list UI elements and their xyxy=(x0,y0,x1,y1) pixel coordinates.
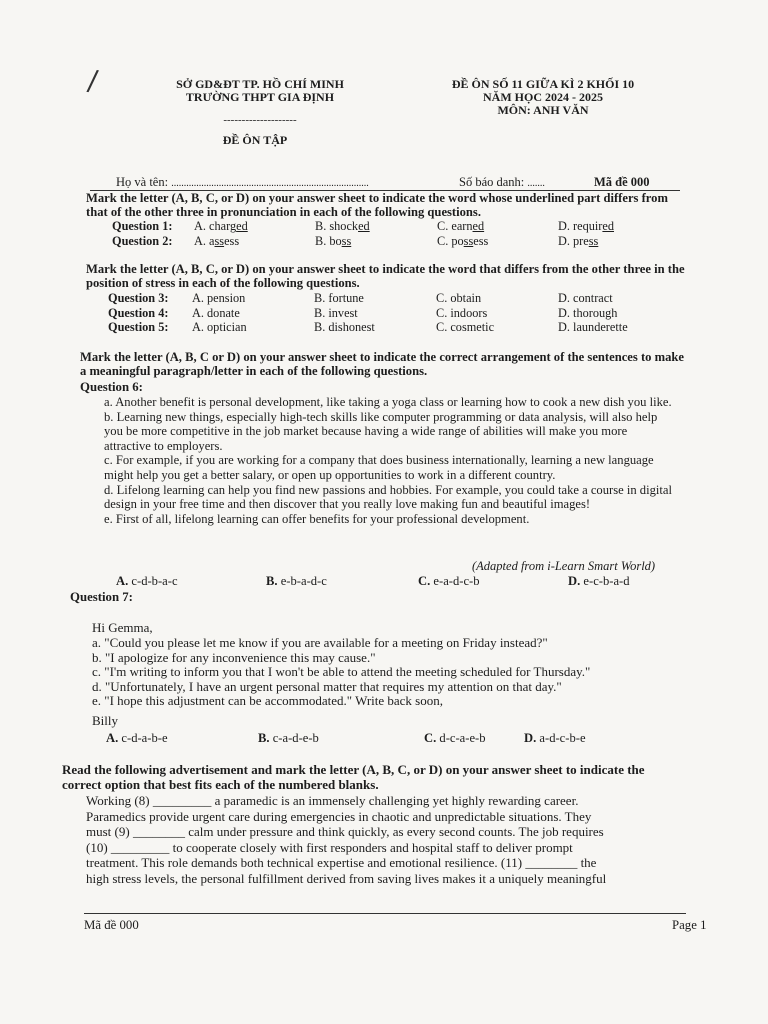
option-letter: B. xyxy=(258,731,273,745)
option-word-start: requir xyxy=(573,219,603,233)
option-letter: C. xyxy=(437,234,452,248)
section2-instruction: Mark the letter (A, B, C, or D) on your answer sheet to indicate the word that differs from the other three in the position of stress in each of the following questions. xyxy=(86,262,685,290)
name-dots: ............................................................................... xyxy=(171,178,369,189)
answer-option xyxy=(524,731,586,746)
question-6-source: (Adapted from i-Learn Smart World) xyxy=(472,559,656,573)
underlined-part: ed xyxy=(236,219,248,233)
exam-code: Mã đề 000 xyxy=(594,175,650,189)
answer-option xyxy=(315,219,370,233)
underlined-part: ed xyxy=(472,219,485,233)
candidate-number-field xyxy=(459,175,545,191)
letter-sentence: d. "Unfortunately, I have an urgent personal matter that requires my attention on that day." xyxy=(92,678,562,694)
passage-line: Working (8) _________ a paramedic is an immensely challenging yet highly rewarding career. xyxy=(86,793,579,808)
answer-option xyxy=(106,731,168,746)
answer-option: C. obtain xyxy=(436,291,482,305)
question-6-options xyxy=(0,574,768,590)
option-order: c-d-a-b-e xyxy=(121,731,168,745)
passage-line: Paramedics provide urgent care during emergencies in chaotic and unpredictable situations. They xyxy=(86,808,592,824)
arrangement-sentence: c. For example, if you are working for a company that does business internationally, learning a new language might help you get a better salary, or open up opportunities to work in a different country. xyxy=(104,453,654,482)
school-year: NĂM HỌC 2024 - 2025 xyxy=(483,90,603,104)
option-letter: D. xyxy=(524,731,540,745)
answer-option: D. launderette xyxy=(558,320,628,334)
answer-option: C. indoors xyxy=(436,305,488,320)
option-letter: A. xyxy=(106,731,122,745)
option-word-start: po xyxy=(451,234,464,248)
option-letter: B. xyxy=(315,219,330,233)
passage-line: (10) _________ to cooperate closely with first responders and hospital staff to deliver prompt xyxy=(86,839,573,855)
candidate-number-label: Số báo danh: xyxy=(459,175,525,189)
question-row xyxy=(0,219,768,234)
option-word-start: pre xyxy=(573,234,589,248)
question-7-label: Question 7: xyxy=(70,590,133,604)
option-order: e-a-d-c-b xyxy=(433,574,480,588)
question-7-options xyxy=(0,731,768,747)
letter-greeting: Hi Gemma, xyxy=(92,620,153,635)
underlined-part: ss xyxy=(588,234,599,248)
answer-option: C. cosmetic xyxy=(436,320,495,334)
answer-option xyxy=(116,574,178,589)
option-word-start: bo xyxy=(329,234,342,248)
option-letter: B. xyxy=(315,234,330,248)
arrangement-sentence: a. Another benefit is personal development, like taking a yoga class or learning how to cook a new dish you like. xyxy=(104,395,672,409)
school-name: TRƯỜNG THPT GIA ĐỊNH xyxy=(185,90,335,104)
arrangement-sentence: d. Lifelong learning can help you find new passions and hobbies. For example, you could take a course in digital design in your free time and then discover that you really love making fun and beautiful images! xyxy=(104,482,672,512)
answer-option xyxy=(424,731,486,746)
footer-rule xyxy=(84,913,686,914)
header-dashes: -------------------- xyxy=(223,114,297,126)
arrangement-sentence: e. First of all, lifelong learning can offer benefits for your professional development. xyxy=(104,511,530,526)
option-order: c-a-d-e-b xyxy=(272,731,319,745)
handwritten-mark: / xyxy=(85,63,100,98)
option-order: c-d-b-a-c xyxy=(131,574,178,588)
name-field xyxy=(116,175,369,191)
question-label: Question 3: xyxy=(108,291,169,305)
option-letter: C. xyxy=(418,574,434,588)
passage-line: treatment. This role demands both technical expertise and emotional resilience. (11) ________ the xyxy=(86,855,597,870)
option-word-start: earn xyxy=(451,219,473,233)
question-label: Question 1: xyxy=(112,219,173,233)
answer-option xyxy=(558,219,614,233)
option-word-end: ess xyxy=(473,234,489,248)
question-row xyxy=(0,234,768,249)
page-number: Page 1 xyxy=(672,918,707,932)
answer-option xyxy=(266,574,327,589)
letter-sentence: e. "I hope this adjustment can be accommodated." Write back soon, xyxy=(92,693,443,709)
question-row xyxy=(0,320,768,335)
answer-option: A. optician xyxy=(192,320,247,334)
option-order: e-c-b-a-d xyxy=(583,574,630,588)
option-letter: D. xyxy=(558,219,574,233)
answer-option: D. contract xyxy=(558,291,613,305)
letter-signoff: Billy xyxy=(92,713,119,728)
option-word-start: charg xyxy=(209,219,237,233)
candidate-number-dots: ....... xyxy=(527,178,545,189)
answer-option: B. invest xyxy=(314,305,358,320)
option-letter: A. xyxy=(194,219,210,233)
option-letter: A. xyxy=(194,234,210,248)
option-word-start: a xyxy=(209,234,215,248)
passage-line: must (9) ________ calm under pressure and think quickly, as every second counts. The job requires xyxy=(86,824,604,839)
answer-option xyxy=(194,234,239,248)
question-label: Question 2: xyxy=(112,234,173,248)
answer-option xyxy=(315,234,351,248)
underlined-part: ed xyxy=(358,219,370,233)
option-letter: D. xyxy=(568,574,584,588)
option-letter: A. xyxy=(116,574,132,588)
underlined-part: ed xyxy=(602,219,615,233)
subject: MÔN: ANH VĂN xyxy=(497,103,589,117)
exam-title: ĐỀ ÔN SỐ 11 GIỮA KÌ 2 KHỐI 10 xyxy=(451,77,635,91)
underlined-part: ss xyxy=(463,234,474,248)
department-name: SỞ GD&ĐT TP. HỒ CHÍ MINH xyxy=(176,77,344,91)
answer-option xyxy=(194,219,248,233)
section3-instruction: Mark the letter (A, B, C or D) on your answer sheet to indicate the correct arrangement of the sentences to make a meaningful paragraph/letter in each of the following questions. xyxy=(80,350,684,378)
answer-option xyxy=(568,574,630,589)
footer-exam-code: Mã đề 000 xyxy=(84,918,139,932)
header-left xyxy=(150,78,370,104)
section1-instruction: Mark the letter (A, B, C, or D) on your answer sheet to indicate the word whose underlined part differs from that of the other three in pronunciation in each of the following questions. xyxy=(86,191,668,219)
question-6-label: Question 6: xyxy=(80,380,143,394)
answer-option xyxy=(258,731,319,746)
answer-option xyxy=(418,574,480,589)
option-letter: C. xyxy=(437,219,452,233)
option-letter: C. xyxy=(424,731,440,745)
letter-sentence: b. "I apologize for any inconvenience this may cause." xyxy=(92,649,376,665)
question-6-sentences xyxy=(104,395,674,526)
letter-sentence: a. "Could you please let me know if you are available for a meeting on Friday instead?" xyxy=(92,635,548,650)
answer-option: B. fortune xyxy=(314,291,364,305)
option-order: a-d-c-b-e xyxy=(539,731,586,745)
answer-option: B. dishonest xyxy=(314,320,375,334)
question-label: Question 5: xyxy=(108,320,169,334)
header-right xyxy=(418,78,668,117)
underlined-part: ss xyxy=(341,234,352,248)
document-title: ĐỀ ÔN TẬP xyxy=(222,133,288,147)
name-label: Họ và tên: xyxy=(116,175,169,189)
option-order: d-c-a-e-b xyxy=(439,731,486,745)
option-letter: D. xyxy=(558,234,574,248)
option-order: e-b-a-d-c xyxy=(280,574,327,588)
question-label: Question 4: xyxy=(108,305,169,320)
answer-option xyxy=(437,219,484,233)
answer-option: A. donate xyxy=(192,305,240,320)
answer-option: D. thorough xyxy=(558,305,618,320)
passage-line: high stress levels, the personal fulfillment derived from saving lives makes it a uniquely meaningful xyxy=(86,870,607,886)
answer-option xyxy=(558,234,598,248)
answer-option xyxy=(437,234,488,248)
question-row xyxy=(0,306,768,321)
letter-sentence: c. "I'm writing to inform you that I won't be able to attend the meeting scheduled for Thursday." xyxy=(92,664,591,680)
arrangement-sentence: b. Learning new things, especially high-tech skills like computer programming or data analysis, will also help you be more competitive in the job market because having a wide range of abilities will make you more attractive to employers. xyxy=(104,409,658,453)
question-7-sentences xyxy=(92,636,682,709)
option-letter: B. xyxy=(266,574,281,588)
underlined-part: ss xyxy=(214,234,225,248)
advertisement-passage xyxy=(86,793,686,886)
answer-option: A. pension xyxy=(192,291,246,305)
option-word-end: ess xyxy=(224,234,240,248)
section4-instruction: Read the following advertisement and mark the letter (A, B, C, or D) on your answer sheet to indicate the correct option that best fits each of the numbered blanks. xyxy=(62,762,645,792)
question-row xyxy=(0,291,768,306)
option-word-start: shock xyxy=(329,219,359,233)
